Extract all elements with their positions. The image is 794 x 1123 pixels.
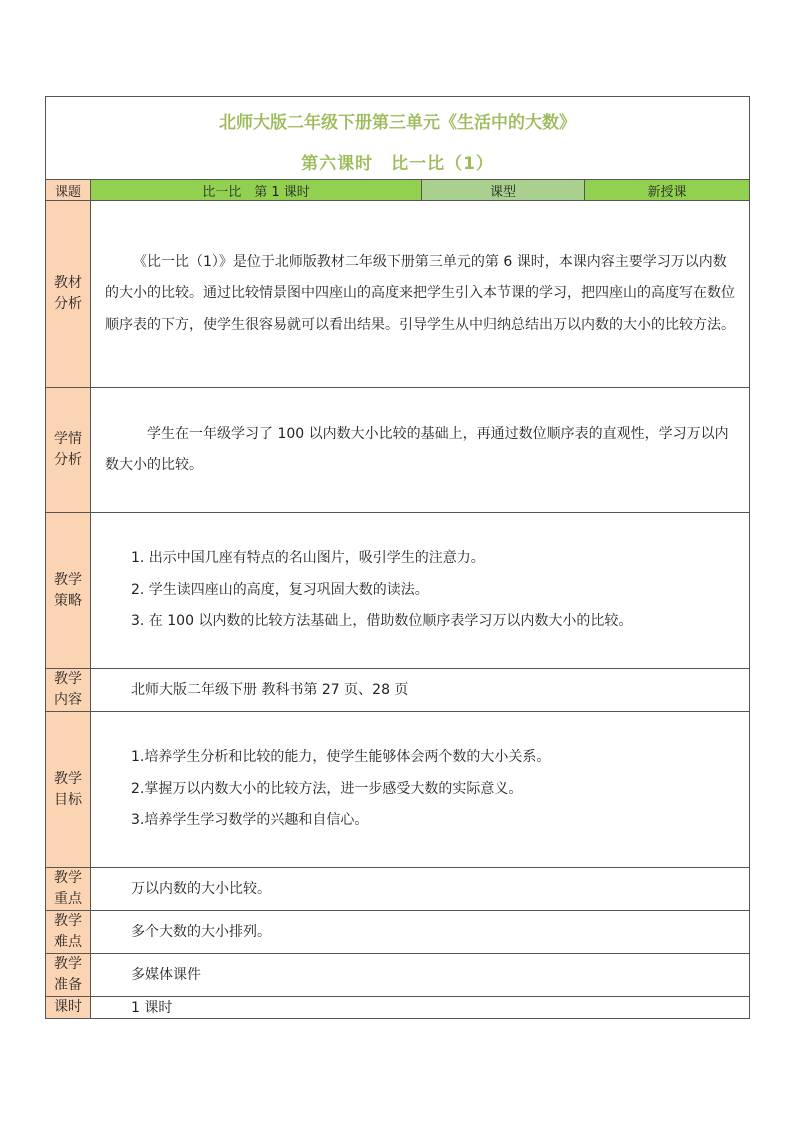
class-hours-label: 课时 (46, 997, 91, 1019)
difficulties-text: 多个大数的大小排列。 (91, 911, 750, 954)
preparation-text: 多媒体课件 (91, 954, 750, 997)
class-hours-text: 1 课时 (91, 997, 750, 1019)
teaching-goals-content (91, 712, 750, 868)
material-analysis-text: 《比一比（1）》是位于北师版教材二年级下册第三单元的第 6 课时，本课内容主要学习万以内数的大小的比较。通过比较情景图中四座山的高度来把学生引入本节课的学习，把四座山的高度写在数位顺序表的下方，使学生很容易就可以看出结果。引导学生从中归纳总结出万以内数的大小的比较方法。 (105, 253, 735, 333)
list-item: 2.掌握万以内数大小的比较方法，进一步感受大数的实际意义。 (131, 780, 523, 797)
list-item: 2. 学生读四座山的高度，复习巩固大数的读法。 (131, 581, 429, 598)
preparation-row (46, 954, 750, 997)
topic-label: 课题 (46, 180, 91, 201)
key-points-text: 万以内数的大小比较。 (91, 868, 750, 911)
list-item: 1.培养学生分析和比较的能力，使学生能够体会两个数的大小关系。 (131, 749, 551, 766)
list-item: 1. 出示中国几座有特点的名山图片，吸引学生的注意力。 (131, 550, 485, 567)
student-analysis-text: 学生在一年级学习了 100 以内数大小比较的基础上，再通过数位顺序表的直观性，学习万以内数大小的比较。 (105, 425, 729, 473)
page-subtitle: 第六课时 比一比（1） (301, 153, 494, 174)
list-item: 3.培养学生学习数学的兴趣和自信心。 (131, 812, 369, 829)
lesson-plan-table (45, 96, 750, 1019)
title-cell (46, 97, 750, 180)
key-points-row (46, 868, 750, 911)
type-value: 新授课 (585, 180, 750, 201)
strategy-list (91, 543, 749, 638)
material-analysis-label: 教材 分析 (46, 201, 91, 388)
lesson-plan-sheet (45, 96, 749, 1019)
student-analysis-content (91, 388, 750, 513)
page-title: 北师大版二年级下册第三单元《生活中的大数》 (219, 112, 576, 133)
teaching-strategy-row (46, 513, 750, 669)
teaching-strategy-label: 教学 策略 (46, 513, 91, 669)
type-label: 课型 (422, 180, 585, 201)
teaching-content-label: 教学 内容 (46, 669, 91, 712)
teaching-goals-row (46, 712, 750, 868)
key-points-label: 教学 重点 (46, 868, 91, 911)
teaching-content-row (46, 669, 750, 712)
info-row (46, 180, 750, 201)
student-analysis-row (46, 388, 750, 513)
goals-list (91, 742, 749, 837)
topic-value: 比一比 第 1 课时 (91, 180, 422, 201)
title-row (46, 97, 750, 180)
preparation-label: 教学 准备 (46, 954, 91, 997)
student-analysis-label: 学情 分析 (46, 388, 91, 513)
teaching-content-text: 北师大版二年级下册 教科书第 27 页、28 页 (91, 669, 750, 712)
list-item: 3. 在 100 以内数的比较方法基础上，借助数位顺序表学习万以内数大小的比较。 (131, 613, 633, 630)
material-analysis-content (91, 201, 750, 388)
class-hours-row (46, 997, 750, 1019)
material-analysis-row (46, 201, 750, 388)
difficulties-label: 教学 难点 (46, 911, 91, 954)
difficulties-row (46, 911, 750, 954)
teaching-goals-label: 教学 目标 (46, 712, 91, 868)
teaching-strategy-content (91, 513, 750, 669)
